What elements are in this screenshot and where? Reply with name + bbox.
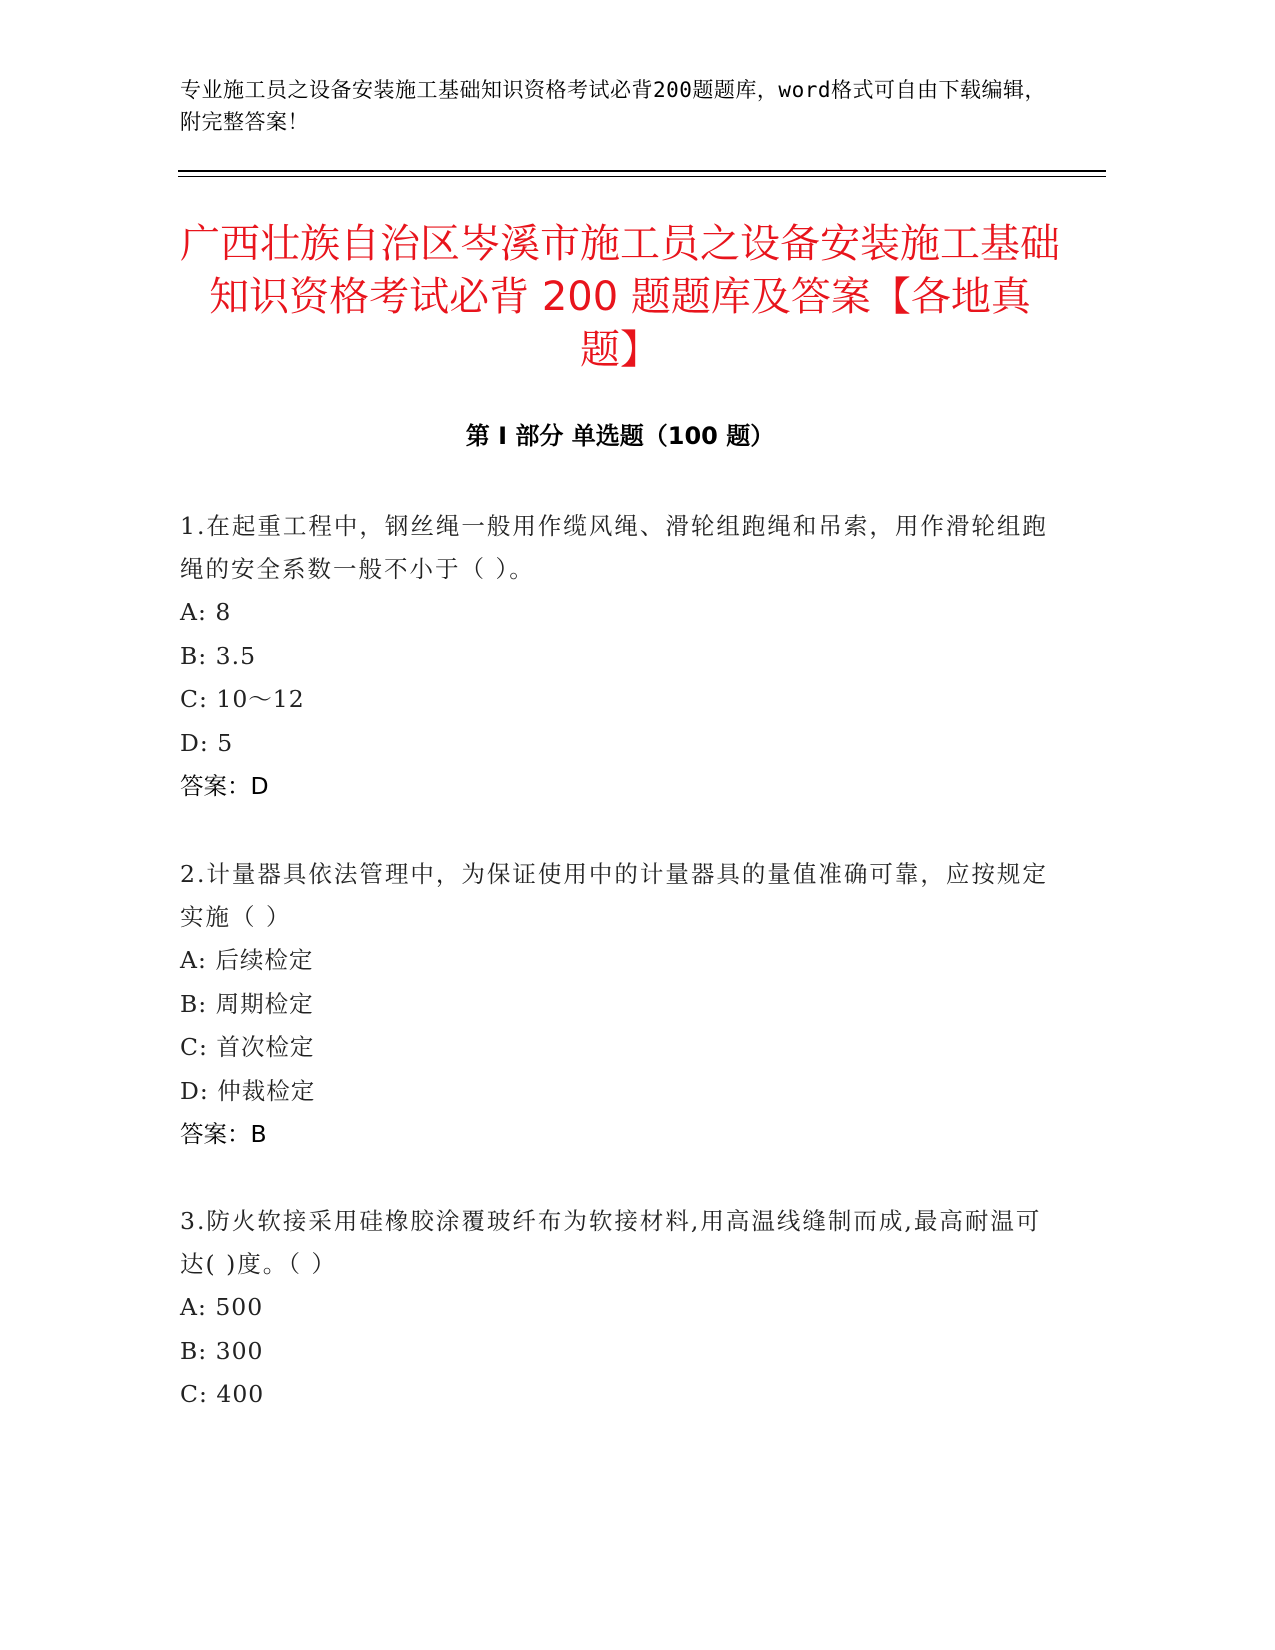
option-b: B: 300	[180, 1336, 264, 1365]
section-title: 第 I 部分 单选题（100 题）	[465, 422, 775, 450]
option-d: D: 5	[180, 728, 234, 757]
question-2	[180, 853, 1060, 1157]
option-d: D: 仲裁检定	[180, 1076, 316, 1105]
option-a: A: 后续检定	[180, 946, 314, 974]
option-a: A: 8	[180, 598, 232, 626]
option-b: B: 3.5	[180, 641, 257, 670]
answer: 答案：B	[180, 1120, 267, 1148]
header-divider-thick	[178, 170, 1106, 172]
header-divider-thin	[178, 176, 1106, 177]
header-note: 专业施工员之设备安装施工基础知识资格考试必背200题题库，word格式可自由下载编辑，附完整答案！	[180, 78, 1046, 134]
question-stem: 3.防火软接采用硅橡胶涂覆玻纤布为软接材料,用高温线缝制而成,最高耐温可达( )度。（ ）	[180, 1207, 1042, 1278]
option-c: C: 400	[180, 1380, 265, 1408]
document-title: 广西壮族自治区岑溪市施工员之设备安装施工基础知识资格考试必背 200 题题库及答案【各地真题】	[180, 221, 1060, 373]
option-c: C: 10～12	[180, 685, 305, 713]
question-stem: 2.计量器具依法管理中，为保证使用中的计量器具的量值准确可靠，应按规定实施（ ）	[180, 860, 1048, 931]
answer: 答案：D	[180, 772, 269, 800]
question-stem: 1.在起重工程中，钢丝绳一般用作缆风绳、滑轮组跑绳和吊索，用作滑轮组跑绳的安全系数一般不小于（ ）。	[180, 512, 1048, 583]
question-1	[180, 505, 1060, 809]
question-3	[180, 1200, 1060, 1417]
option-a: A: 500	[180, 1293, 264, 1321]
option-b: B: 周期检定	[180, 989, 314, 1018]
option-c: C: 首次检定	[180, 1033, 315, 1061]
